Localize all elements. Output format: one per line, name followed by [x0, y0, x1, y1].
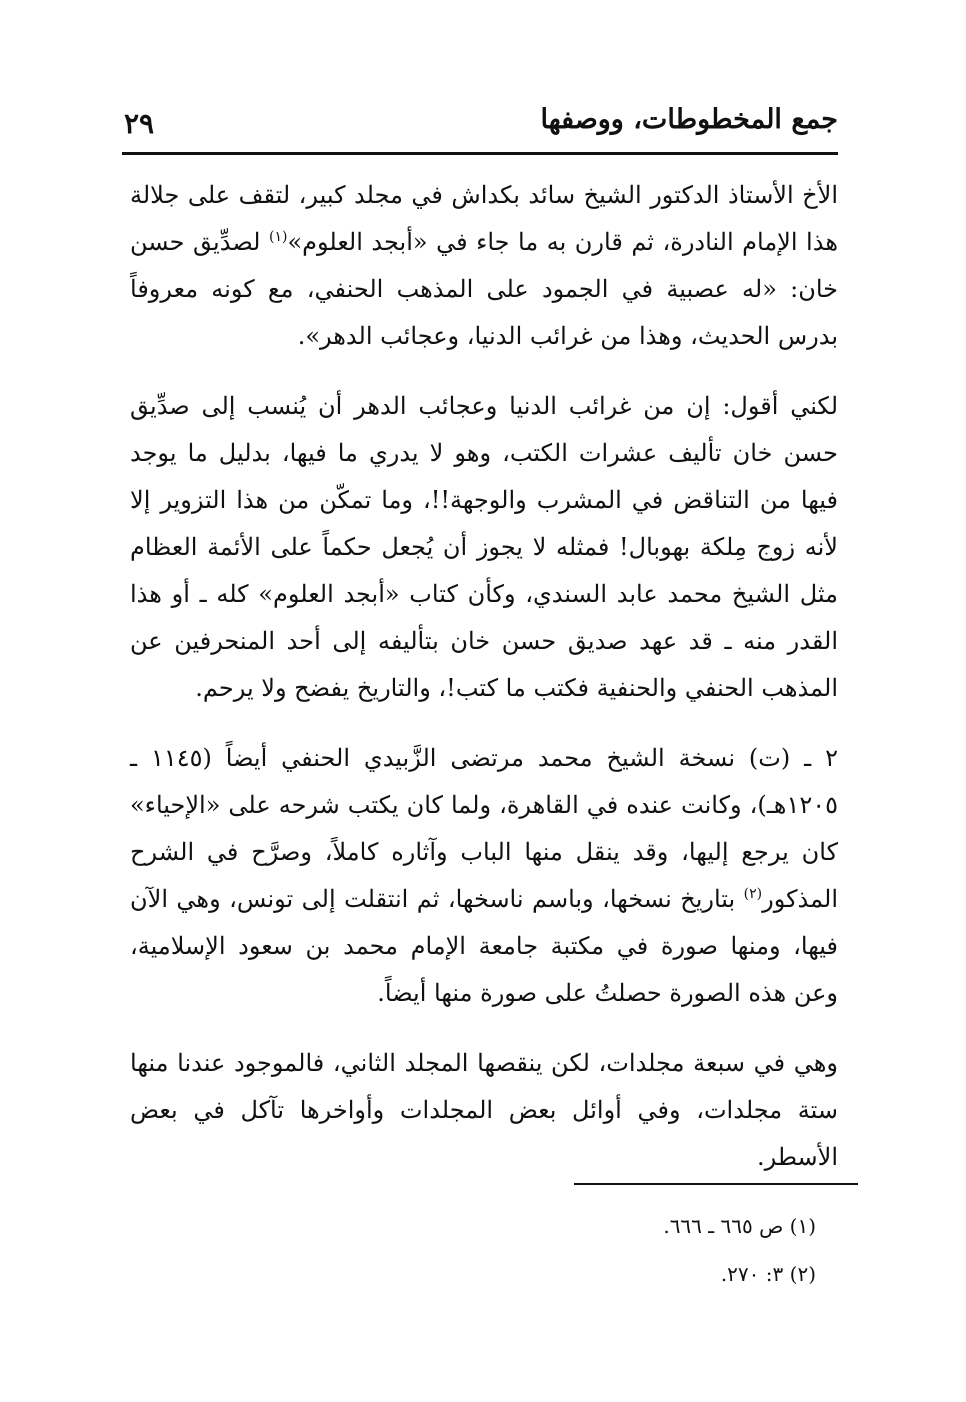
footnote-ref-1: (١): [268, 229, 288, 245]
main-text: [130, 172, 838, 1181]
page-number: ٢٩: [124, 107, 155, 140]
running-title: جمع المخطوطات، ووصفها: [540, 104, 838, 135]
page-header: [122, 100, 838, 150]
footnote-1: (١) ص ٦٦٥ ـ ٦٦٦.: [663, 1214, 816, 1238]
paragraph-1-text-cont: لصدِّيق حسن خان: «له عصبية في الجمود على المذهب الحنفي، مع كونه معروفاً بدرس الحديث، وهذا من غرائب الدنيا، وعجائب الدهر».: [130, 228, 838, 350]
paragraph-4-text: وهي في سبعة مجلدات، لكن ينقصها المجلد الثاني، فالموجود عندنا منها ستة مجلدات، وفي أوائل بعض المجلدات وأواخرها تآكل في بعض الأسطر.: [130, 1049, 838, 1171]
paragraph-3: [130, 735, 838, 1017]
paragraph-3-text: ٢ ـ (ت) نسخة الشيخ محمد مرتضى الزَّبيدي الحنفي أيضاً (١١٤٥ ـ ١٢٠٥هـ)، وكانت عنده في القاهرة، ولما كان يكتب شرحه على «الإحياء» كان يرجع إليها، وقد ينقل منها الباب وآثاره كاملاً، وصرَّح في الشرح المذكور: [130, 744, 838, 913]
paragraph-2-text: لكني أقول: إن من غرائب الدنيا وعجائب الدهر أن يُنسب إلى صدِّيق حسن خان تأليف عشرات الكتب، وهو لا يدري ما فيها، بدليل ما يوجد فيها من التناقض في المشرب والوجهة!!، وما تمكّن من هذا التزوير إلا لأنه زوج مِلكة بهوبال! فمثله لا يجوز أن يُجعل حكماً على الأئمة العظام مثل الشيخ محمد عابد السندي، وكأن كتاب «أبجد العلوم» كله ـ أو هذا القدر منه ـ قد عهد صديق حسن خان بتأليفه إلى أحد المنحرفين عن المذهب الحنفي والحنفية فكتب ما كتب!، والتاريخ يفضح ولا يرحم.: [130, 392, 839, 702]
footnote-2: (٢) ٣: ٢٧٠.: [720, 1262, 816, 1286]
paragraph-3-text-cont: بتاريخ نسخها، وباسم ناسخها، ثم انتقلت إلى تونس، وهي الآن فيها، ومنها صورة في مكتبة جامعة الإمام محمد بن سعود الإسلامية، وعن هذه الصورة حصلتُ على صورة منها أيضاً.: [130, 885, 838, 1007]
paragraph-1-text: الأخ الأستاذ الدكتور الشيخ سائد بكداش في مجلد كبير، لتقف على جلالة هذا الإمام النادرة، ثم قارن به ما جاء في «أبجد العلوم»: [130, 181, 839, 256]
paragraph-1: [130, 172, 838, 360]
footnote-ref-2: (٢): [743, 886, 763, 902]
footnotes: [450, 1202, 816, 1298]
paragraph-4: [130, 1040, 838, 1181]
paragraph-2: [130, 383, 838, 712]
footnote-rule: [574, 1183, 858, 1185]
header-rule: [122, 152, 838, 155]
